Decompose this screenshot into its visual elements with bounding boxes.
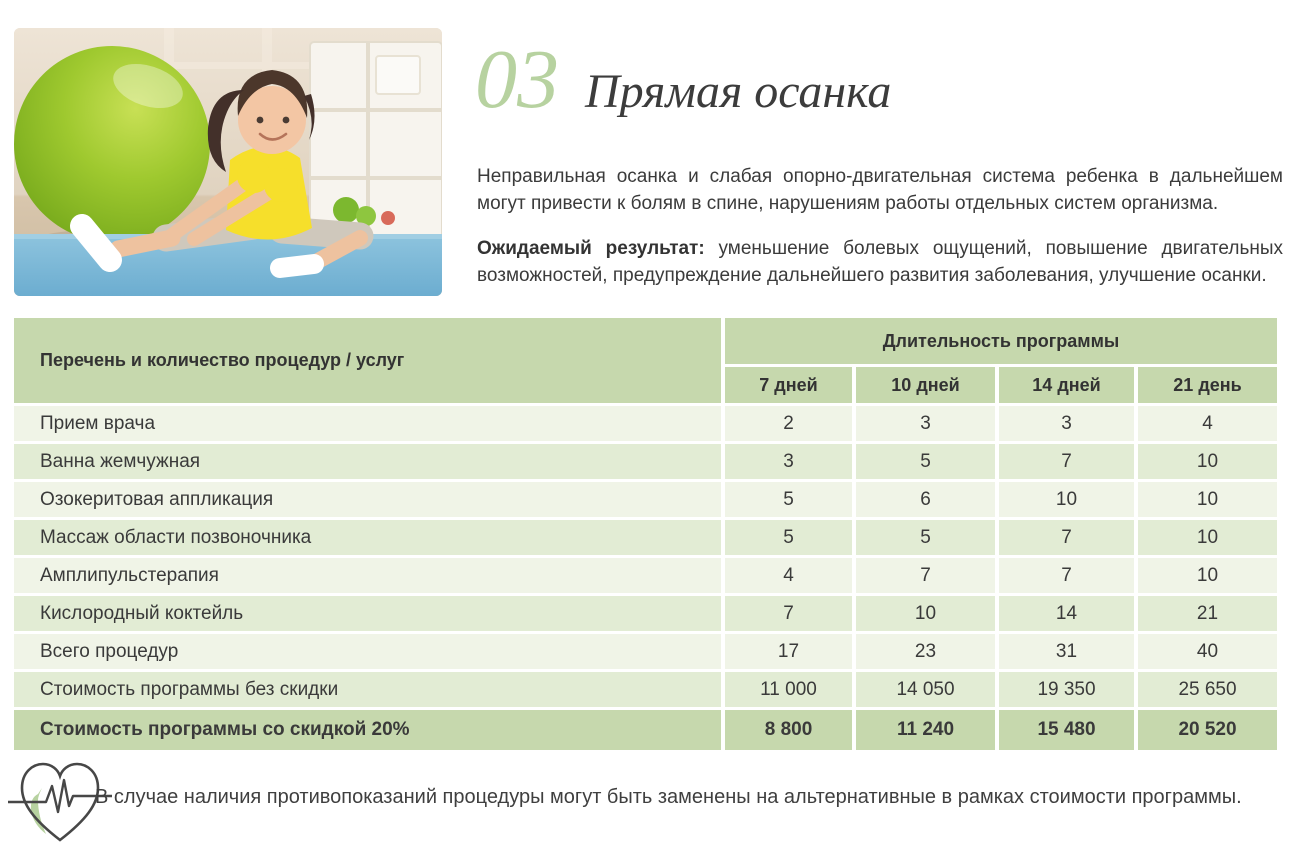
leg-skin (118, 238, 172, 249)
table-row-value: 7 (999, 520, 1134, 555)
table-row-label: Ванна жемчужная (14, 444, 721, 479)
sleeve (264, 168, 298, 202)
table-row-value: 3 (725, 444, 852, 479)
blue-yoga-mat (14, 234, 442, 296)
column-header-10-days: 10 дней (856, 367, 995, 403)
table-row-label: Озокеритовая аппликация (14, 482, 721, 517)
table-row-value: 10 (1138, 482, 1277, 517)
table-row-value: 3 (856, 406, 995, 441)
table-row-value: 25 650 (1138, 672, 1277, 707)
table-row-value: 10 (1138, 558, 1277, 593)
column-header-14-days: 14 дней (999, 367, 1134, 403)
column-header-21-days: 21 день (1138, 367, 1277, 403)
table-row-value: 19 350 (999, 672, 1134, 707)
table-row-value: 5 (856, 520, 995, 555)
table-row-label: Кислородный коктейль (14, 596, 721, 631)
expected-result-text: уменьшение болевых ощущений, повышение двигательных возможностей, предупреждение дальнейшего развития заболевания, улучшение осанки. (477, 238, 1283, 286)
table-row-value: 21 (1138, 596, 1277, 631)
green-ball-toy (333, 197, 359, 223)
table-row-value: 10 (1138, 520, 1277, 555)
column-header-duration: Длительность программы (725, 318, 1277, 364)
table-row-label: Стоимость программы со скидкой 20% (14, 710, 721, 750)
table-row-value: 7 (856, 558, 995, 593)
column-header-7-days: 7 дней (725, 367, 852, 403)
page-title: Прямая осанка (585, 65, 892, 118)
table-row-value: 11 000 (725, 672, 852, 707)
table-row-value: 8 800 (725, 710, 852, 750)
table-row-value: 5 (725, 482, 852, 517)
table-row-value: 4 (1138, 406, 1277, 441)
intro-paragraph: Неправильная осанка и слабая опорно-двигательная система ребенка в дальнейшем могут привести к болям в спине, нарушениям работы отдельных систем организма. (477, 166, 1283, 214)
shelf-unit (310, 42, 442, 238)
white-sock (280, 264, 314, 268)
child-stretching-photo (14, 28, 442, 296)
table-row-value: 3 (999, 406, 1134, 441)
table-row-value: 5 (725, 520, 852, 555)
red-toy (381, 211, 395, 225)
table-row-value: 10 (999, 482, 1134, 517)
program-heading (475, 33, 892, 126)
eye (283, 117, 290, 124)
table-row-value: 2 (725, 406, 852, 441)
table-row-label: Всего процедур (14, 634, 721, 669)
pricing-table (14, 318, 1277, 750)
table-row-value: 7 (999, 558, 1134, 593)
table-row-value: 15 480 (999, 710, 1134, 750)
table-row-value: 11 240 (856, 710, 995, 750)
table-row-value: 14 (999, 596, 1134, 631)
table-row-value: 6 (856, 482, 995, 517)
table-row-value: 31 (999, 634, 1134, 669)
table-row-value: 17 (725, 634, 852, 669)
table-row-value: 10 (1138, 444, 1277, 479)
photo-illustration (14, 28, 442, 296)
table-row-label: Стоимость программы без скидки (14, 672, 721, 707)
program-number: 03 (475, 33, 559, 126)
table-row-label: Прием врача (14, 406, 721, 441)
table-row-value: 10 (856, 596, 995, 631)
column-header-procedures: Перечень и количество процедур / услуг (14, 318, 721, 403)
expected-result-label: Ожидаемый результат: (477, 238, 705, 259)
table-row-label: Амплипульстерапия (14, 558, 721, 593)
table-row-value: 40 (1138, 634, 1277, 669)
footer-note: В случае наличия противопоказаний процедуры могут быть заменены на альтернативные в рамках стоимости программы. (95, 786, 1242, 808)
table-row-value: 20 520 (1138, 710, 1277, 750)
table-row-value: 7 (999, 444, 1134, 479)
eye (257, 117, 264, 124)
table-row-value: 23 (856, 634, 995, 669)
table-row-value: 14 050 (856, 672, 995, 707)
table-row-value: 4 (725, 558, 852, 593)
expected-result-paragraph (477, 235, 1283, 289)
table-row-value: 5 (856, 444, 995, 479)
table-row-value: 7 (725, 596, 852, 631)
table-row-label: Массаж области позвоночника (14, 520, 721, 555)
